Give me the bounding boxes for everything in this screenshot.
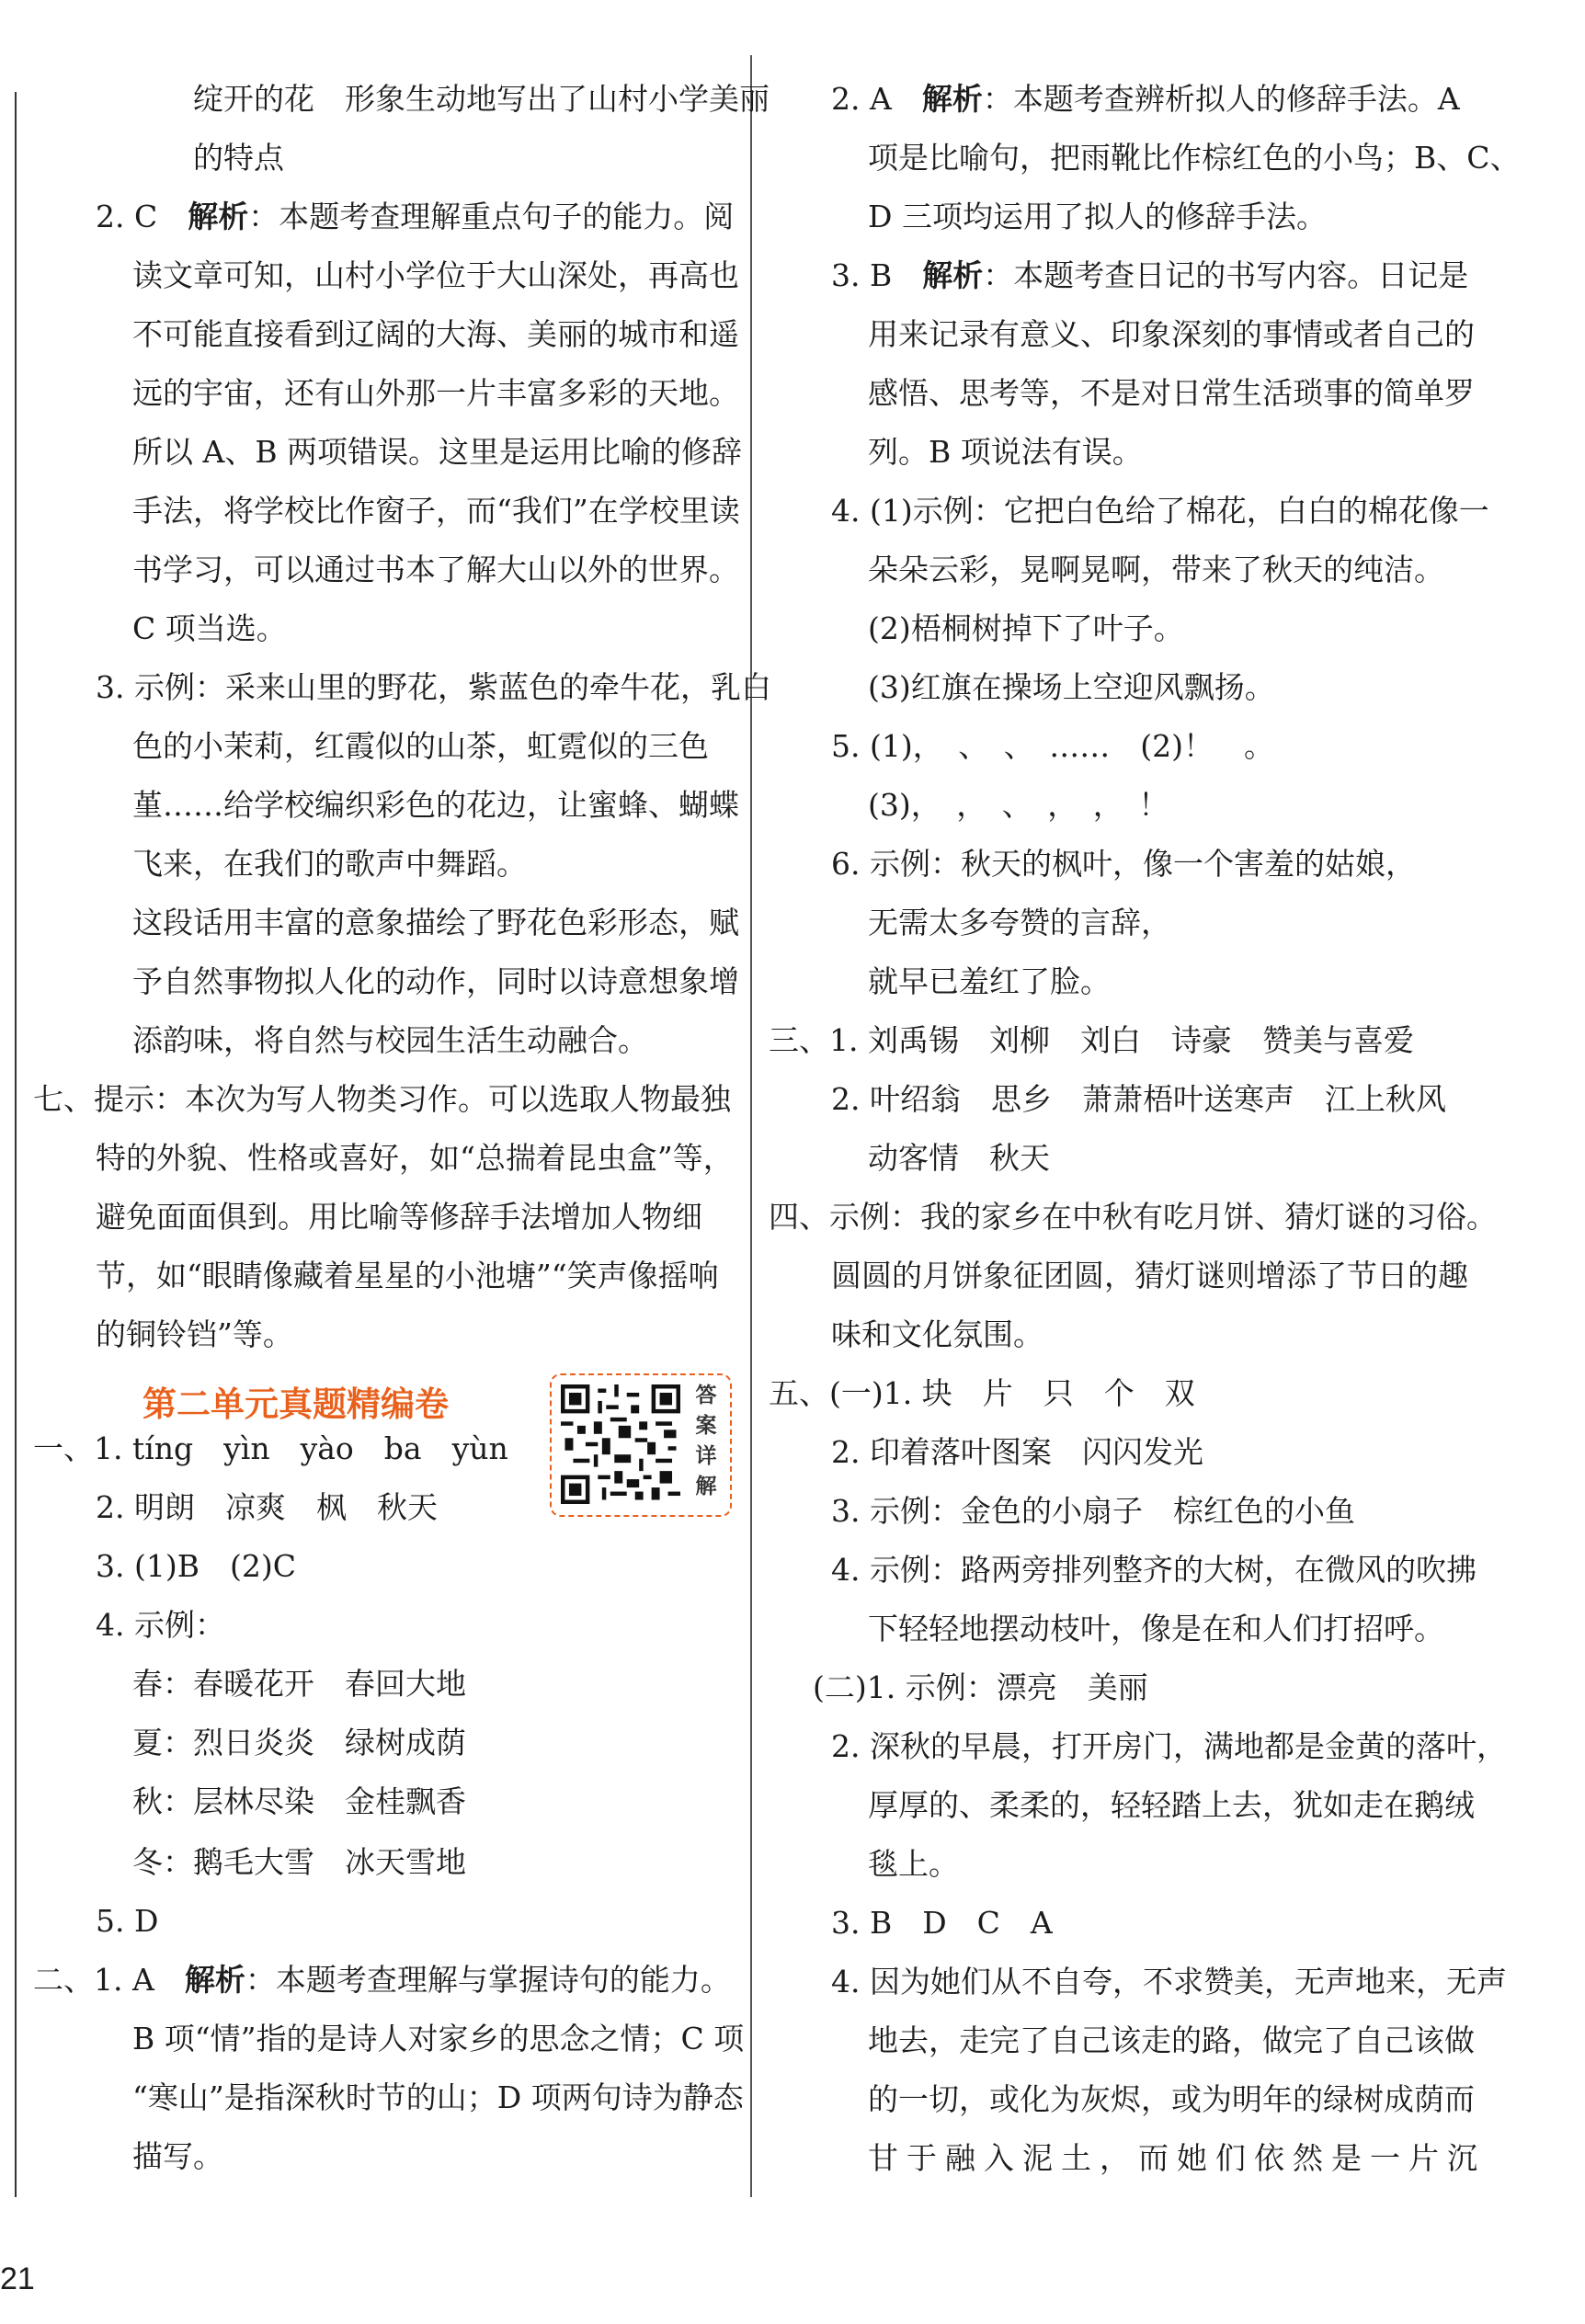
text-line: 3. B D C A (831, 1905, 1053, 1941)
analysis-keyword: 解析 (922, 257, 984, 293)
text-line: 就早已羞红了脸。 (868, 963, 1111, 999)
text-line: 2. C 解析：本题考查理解重点句子的能力。阅 (96, 199, 735, 234)
text-line: 书学习，可以通过书本了解大山以外的世界。 (132, 552, 739, 587)
text-line: 地去，走完了自己该走的路，做完了自己该做 (868, 2022, 1475, 2058)
analysis-keyword: 解析 (921, 81, 983, 117)
text-line: 5. (1)， 、 、 …… (2)！ 。 (831, 728, 1274, 764)
text-line: 一、1. tíng yìn yào ba yùn (33, 1430, 508, 1466)
text-line: 4. 示例：路两旁排列整齐的大树，在微风的吹拂 (831, 1552, 1477, 1588)
text-line: 2. A 解析：本题考查辨析拟人的修辞手法。A (831, 81, 1460, 117)
text-line: (2)梧桐树掉下了叶子。 (868, 610, 1184, 646)
text-line: 二、1. A 解析：本题考查理解与掌握诗句的能力。 (33, 1962, 731, 1998)
text-line: 七、提示：本次为写人物类习作。可以选取人物最独 (33, 1081, 731, 1117)
text-line: 避免面面俱到。用比喻等修辞手法增加人物细 (96, 1199, 702, 1235)
text-line: 不可能直接看到辽阔的大海、美丽的城市和遥 (132, 316, 739, 352)
text-line: 2. 明朗 凉爽 枫 秋天 (96, 1489, 438, 1525)
text-line: 6. 示例：秋天的枫叶，像一个害羞的姑娘， (831, 846, 1416, 882)
qr-code-icon[interactable] (561, 1384, 680, 1504)
text-line: 手法，将学校比作窗子，而“我们”在学校里读 (132, 493, 740, 529)
column-divider (750, 55, 752, 2197)
text-line: 冬：鹅毛大雪 冰天雪地 (132, 1844, 466, 1880)
text-line: 3. 示例：采来山里的野花，紫蓝色的牵牛花，乳白 (96, 669, 771, 705)
text-line: 夏：烈日炎炎 绿树成荫 (132, 1725, 466, 1760)
text-line: 堇……给学校编织彩色的花边，让蜜蜂、蝴蝶 (132, 787, 739, 823)
text-line: 4. (1)示例：它把白色给了棉花，白白的棉花像一 (831, 493, 1489, 529)
text-line: D 三项均运用了拟人的修辞手法。 (868, 199, 1327, 234)
text-line: 项是比喻句，把雨靴比作棕红色的小鸟；B、C、 (868, 140, 1521, 176)
text-line: 下轻轻地摆动枝叶，像是在和人们打招呼。 (868, 1611, 1444, 1646)
text-line: 所以 A、B 两项错误。这里是运用比喻的修辞 (132, 434, 743, 470)
text-line: 4. 因为她们从不自夸，不求赞美，无声地来，无声 (831, 1964, 1507, 1999)
text-line: 感悟、思考等，不是对日常生活琐事的简单罗 (868, 375, 1475, 411)
text-line: 3. (1)B (2)C (96, 1548, 296, 1584)
qr-code-panel[interactable] (550, 1373, 732, 1517)
text-line: C 项当选。 (132, 610, 287, 646)
text-line: 特的外貌、性格或喜好，如“总揣着昆虫盒”等， (96, 1140, 734, 1176)
text-line: 4. 示例： (96, 1607, 225, 1643)
text-line: 飞来，在我们的歌声中舞蹈。 (132, 846, 527, 882)
text-line: 甘于融入泥土，而她们依然是一片沉 (868, 2140, 1486, 2176)
text-line: B 项“情”指的是诗人对家乡的思念之情；C 项 (132, 2021, 745, 2056)
text-line: 的铜铃铛”等。 (96, 1316, 293, 1352)
text-line: (3)红旗在操场上空迎风飘扬。 (868, 669, 1275, 705)
text-line: 厚厚的、柔柔的，轻轻踏上去，犹如走在鹅绒 (868, 1787, 1475, 1823)
text-line: 毯上。 (868, 1846, 959, 1882)
text-line: 用来记录有意义、印象深刻的事情或者自己的 (868, 316, 1475, 352)
text-line: 读文章可知，山村小学位于大山深处，再高也 (132, 257, 739, 293)
text-line: “寒山”是指深秋时节的山；D 项两句诗为静态 (132, 2079, 744, 2115)
text-line: (3)， ， 、 ， ， ！ (868, 787, 1169, 823)
text-line: 列。B 项说法有误。 (868, 434, 1143, 470)
text-line: 2. 印着落叶图案 闪闪发光 (831, 1434, 1203, 1470)
text-line: 色的小茉莉，红霞似的山茶，虹霓似的三色 (132, 728, 709, 764)
qr-code-label: 答案详解 (695, 1384, 717, 1498)
text-line: 远的宇宙，还有山外那一片丰富多彩的天地。 (132, 375, 739, 411)
text-line: 2. 叶绍翁 思乡 萧萧梧叶送寒声 江上秋风 (831, 1081, 1446, 1117)
section-heading: 第二单元真题精编卷 (143, 1384, 449, 1424)
page-number: 21 (0, 2261, 35, 2296)
text-line: 圆圆的月饼象征团圆，猜灯谜则增添了节日的趣 (831, 1258, 1468, 1293)
analysis-keyword: 解析 (184, 1962, 245, 1998)
text-line: 五、(一)1. 块 片 只 个 双 (769, 1375, 1195, 1411)
text-line: 添韵味，将自然与校园生活生动融合。 (132, 1022, 648, 1058)
text-line: 3. B 解析：本题考查日记的书写内容。日记是 (831, 257, 1469, 293)
text-line: 的特点 (132, 140, 284, 176)
text-line: 动客情 秋天 (868, 1140, 1050, 1176)
text-line: 三、1. 刘禹锡 刘柳 刘白 诗豪 赞美与喜爱 (769, 1022, 1414, 1058)
text-line: 这段话用丰富的意象描绘了野花色彩形态，赋 (132, 905, 739, 940)
text-line: 春：春暖花开 春回大地 (132, 1666, 466, 1702)
text-line: 节，如“眼睛像藏着星星的小池塘”“笑声像摇响 (96, 1258, 719, 1293)
text-line: 味和文化氛围。 (831, 1316, 1043, 1352)
text-line: 予自然事物拟人化的动作，同时以诗意想象增 (132, 963, 739, 999)
text-line: 绽开的花 形象生动地写出了山村小学美丽 (132, 81, 770, 117)
text-line: 描写。 (132, 2138, 223, 2174)
analysis-keyword: 解析 (188, 199, 249, 234)
text-line: 3. 示例：金色的小扇子 棕红色的小鱼 (831, 1493, 1355, 1529)
text-line: (二)1. 示例：漂亮 美丽 (813, 1669, 1148, 1705)
left-margin-rule (15, 92, 17, 2197)
text-line: 朵朵云彩，晃啊晃啊，带来了秋天的纯洁。 (868, 552, 1444, 587)
text-line: 的一切，或化为灰烬，或为明年的绿树成荫而 (868, 2081, 1475, 2117)
text-line: 四、示例：我的家乡在中秋有吃月饼、猜灯谜的习俗。 (769, 1199, 1497, 1235)
text-line: 无需太多夸赞的言辞， (868, 905, 1171, 940)
text-line: 5. D (96, 1903, 159, 1939)
text-line: 2. 深秋的早晨，打开房门，满地都是金黄的落叶， (831, 1728, 1507, 1764)
text-line: 秋：层林尽染 金桂飘香 (132, 1783, 466, 1819)
